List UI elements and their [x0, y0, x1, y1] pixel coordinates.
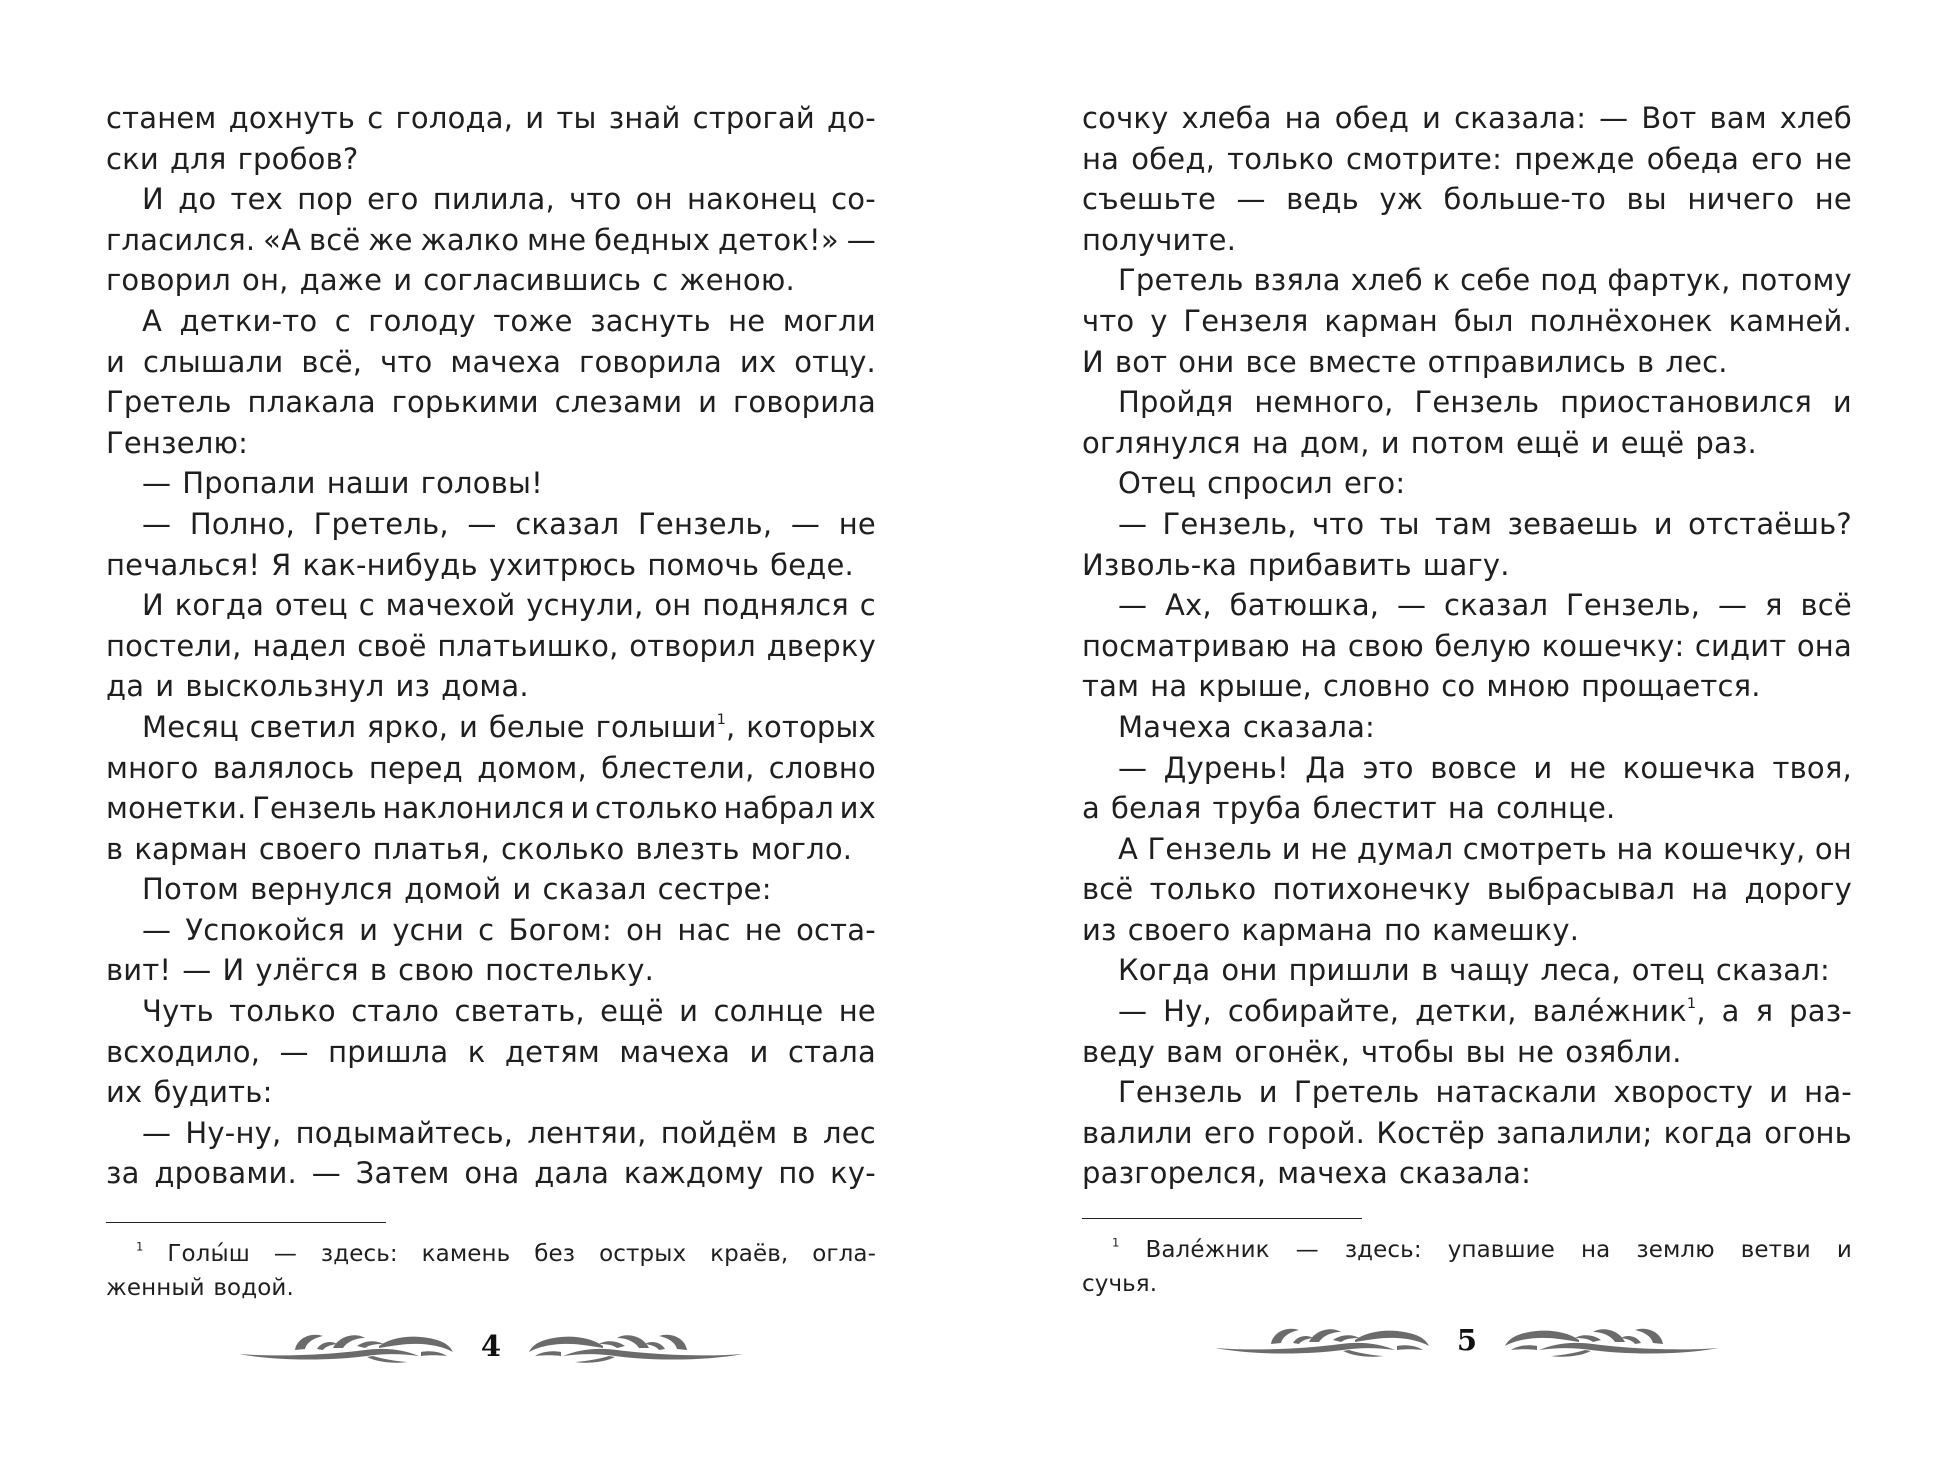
text-line: Чуть только стало светать, ещё и солнце не	[142, 994, 876, 1029]
text-line: посматриваю на свою белую кошечку: сидит она	[1082, 628, 1852, 663]
footnote-rule	[1082, 1218, 1362, 1219]
flourish-ornament-left	[1213, 1320, 1431, 1360]
text-line: Гретель плакала горькими слезами и говорила	[106, 385, 876, 420]
page-number: 5	[1456, 1323, 1478, 1357]
footnote-rule	[106, 1222, 386, 1223]
text-line: постели, надел своё платьишко, отворил дверку	[106, 628, 876, 663]
text-line: — Пропали наши головы!	[142, 466, 543, 501]
text-line: их будить:	[106, 1075, 273, 1110]
body-text	[106, 98, 876, 1194]
flourish-ornament-right	[1503, 1320, 1721, 1360]
text-line: $^1$ Голы́ш — здесь: камень без острых краёв, огла-	[136, 1239, 876, 1267]
text-line: за дровами. — Затем она дала каждому по ку-	[106, 1156, 876, 1191]
text-line: а белая труба блестит на солнце.	[1082, 791, 1616, 826]
text-line: сочку хлеба на обед и сказала: — Вот вам хлеб	[1082, 101, 1852, 135]
text-line: оглянулся на дом, и потом ещё и ещё раз.	[1082, 425, 1757, 460]
page-footer	[106, 1316, 876, 1376]
text-line: И вот они все вместе отправились в лес.	[1082, 344, 1728, 379]
footnote	[1082, 1233, 1852, 1301]
text-line: И когда отец с мачехой уснули, он поднялся с	[142, 588, 876, 623]
text-line: из своего кармана по камешку.	[1082, 912, 1580, 947]
text-line: много валялось перед домом, блестели, словно	[106, 750, 876, 785]
text-line: веду вам огонёк, чтобы вы не озябли.	[1082, 1034, 1682, 1069]
text-line: да и выскользнул из дома.	[106, 669, 529, 704]
page-footer	[1082, 1310, 1852, 1370]
text-line: в карман своего платья, сколько влезть могло.	[106, 831, 853, 866]
text-line: женный водой.	[106, 1275, 294, 1301]
text-line: что у Гензеля карман был полнёхонек камней.	[1082, 303, 1852, 338]
text-line: Когда они пришли в чащу леса, отец сказал:	[1118, 953, 1830, 988]
text-line: вит! — И улёгся в свою постельку.	[106, 953, 655, 988]
text-line: монетки. Гензель наклонился и столько набрал их	[106, 791, 876, 826]
text-line: и слышали всё, что мачеха говорила их отцу.	[106, 344, 876, 379]
text-line: говорил он, даже и согласившись с женою.	[106, 263, 795, 298]
text-line: на обед, только смотрите: прежде обеда его не	[1082, 141, 1852, 176]
text-line: А Гензель и не думал смотреть на кошечку, он	[1118, 831, 1852, 866]
text-line: Гензель и Гретель натаскали хворосту и на-	[1118, 1075, 1852, 1110]
text-line: Месяц светил ярко, и белые голыши$^1$, которых	[142, 709, 876, 744]
text-line: А детки-то с голоду тоже заснуть не могли	[142, 303, 876, 338]
flourish-ornament-right	[527, 1326, 745, 1366]
body-text	[1082, 98, 1852, 1194]
text-line: станем дохнуть с голода, и ты знай строгай до-	[106, 101, 876, 135]
text-line: Потом вернулся домой и сказал сестре:	[142, 872, 772, 907]
text-line: $^1$ Вале́жник — здесь: упавшие на землю ветви и	[1112, 1235, 1852, 1263]
text-line: печалься! Я как-нибудь ухитрюсь помочь беде.	[106, 547, 854, 582]
text-line: получите.	[1082, 222, 1237, 257]
text-line: Отец спросил его:	[1118, 466, 1406, 501]
text-line: — Ну-ну, подымайтесь, лентяи, пойдём в лес	[142, 1115, 876, 1150]
text-line: И до тех пор его пилила, что он наконец со-	[142, 182, 876, 217]
text-line: съешьте — ведь уж больше-то вы ничего не	[1082, 182, 1852, 217]
text-line: разгорелся, мачеха сказала:	[1082, 1156, 1532, 1191]
text-line: ски для гробов?	[106, 141, 359, 176]
right-page	[1082, 0, 1852, 1459]
text-line: Гретель взяла хлеб к себе под фартук, потому	[1118, 263, 1852, 298]
text-line: Гензелю:	[106, 425, 249, 460]
text-line: валили его горой. Костёр запалили; когда огонь	[1082, 1115, 1852, 1150]
flourish-ornament-left	[237, 1326, 455, 1366]
text-line: — Успокойся и усни с Богом: он нас не оста-	[142, 912, 876, 947]
text-line: гласился. «А всё же жалко мне бедных деток!» —	[106, 222, 876, 257]
text-line: — Ну, собирайте, детки, вале́жник$^1$, а я раз-	[1118, 994, 1852, 1029]
text-line: Изволь-ка прибавить шагу.	[1082, 547, 1510, 582]
text-line: — Полно, Гретель, — сказал Гензель, — не	[142, 506, 876, 541]
left-page	[106, 0, 876, 1459]
text-line: сучья.	[1082, 1271, 1158, 1297]
text-line: — Дурень! Да это вовсе и не кошечка твоя,	[1118, 750, 1852, 785]
text-line: Мачеха сказала:	[1118, 709, 1376, 744]
text-line: — Ах, батюшка, — сказал Гензель, — я всё	[1118, 588, 1852, 623]
text-line: — Гензель, что ты там зеваешь и отстаёшь?	[1118, 506, 1852, 541]
text-line: всё только потихонечку выбрасывал на дорогу	[1082, 872, 1852, 907]
text-line: всходило, — пришла к детям мачеха и стала	[106, 1034, 876, 1069]
footnote	[106, 1237, 876, 1305]
text-line: Пройдя немного, Гензель приостановился и	[1118, 385, 1852, 420]
text-line: там на крыше, словно со мною прощается.	[1082, 669, 1761, 704]
page-number: 4	[480, 1329, 502, 1363]
